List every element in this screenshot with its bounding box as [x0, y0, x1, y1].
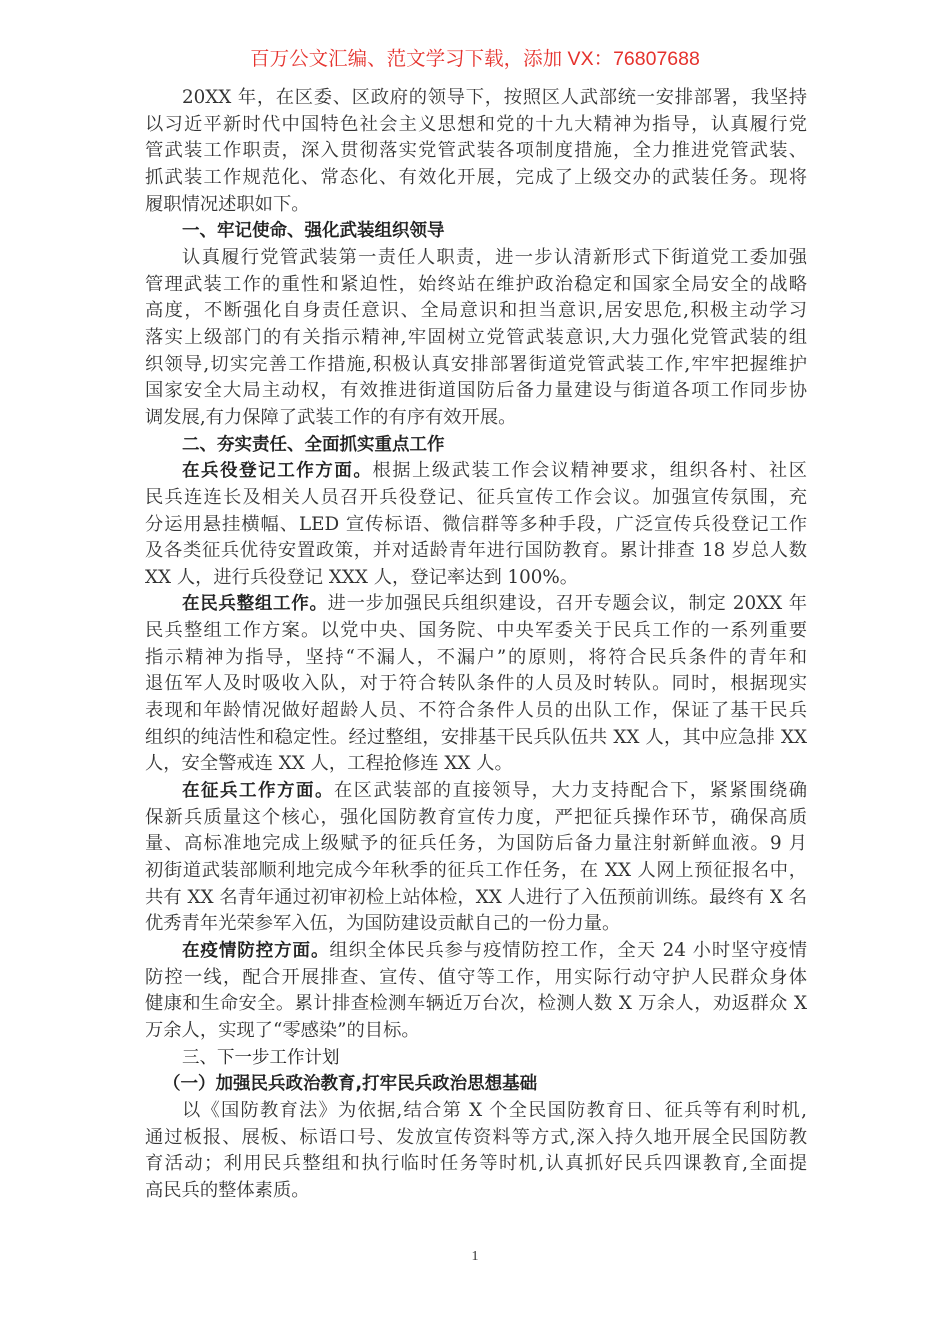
- line-text: 进一步加强民兵组织建设，召开专题会议，制定 20XX 年: [327, 593, 807, 615]
- line-text: 国家安全大局主动权，有效推进街道国防后备力量建设与街道各项工作同步协: [145, 380, 807, 402]
- section-heading: 三、下一步工作计划: [182, 1047, 340, 1068]
- line-text: 认真履行党管武装第一责任人职责，进一步认清新形式下街道党工委加强: [182, 246, 807, 268]
- section-heading: 一、牢记使命、强化武装组织领导: [182, 221, 445, 242]
- line-text: 育活动；利用民兵整组和执行临时任务等时机,认真抓好民兵四课教育,全面提: [145, 1153, 807, 1175]
- paragraph-line: [145, 645, 807, 672]
- paragraph-line: [145, 352, 807, 379]
- paragraph-line: [145, 538, 807, 565]
- paragraph-line: [145, 85, 807, 112]
- line-text: 及各类征兵优待安置政策，并对适龄青年进行国防教育。累计排查 18 岁总人数: [145, 540, 807, 562]
- paragraph-line: [145, 165, 807, 192]
- paragraph-line: [145, 485, 807, 512]
- line-text: 管理武装工作的重性和紧迫性，始终站在维护政治稳定和国家全局安全的战略: [145, 273, 807, 295]
- paragraph-line: [145, 405, 807, 432]
- paragraph-line: [145, 858, 807, 885]
- paragraph-line: [145, 565, 807, 592]
- paragraph-line: [145, 885, 807, 912]
- paragraph: [145, 85, 807, 218]
- paragraph: [145, 245, 807, 432]
- document-body: [145, 85, 807, 1205]
- paragraph-line: [145, 671, 807, 698]
- line-text: 通过板报、展板、标语口号、发放宣传资料等方式,深入持久地开展全民国防教: [145, 1126, 807, 1148]
- paragraph-line: [145, 965, 807, 992]
- line-text: 健康和生命安全。累计排查检测车辆近万台次，检测人数 X 万余人，劝返群众 X: [145, 993, 807, 1015]
- paragraph: [145, 458, 807, 591]
- line-text: 履职情况述职如下。: [145, 193, 310, 215]
- line-text: 根据上级武装工作会议精神要求，组织各村、社区: [372, 460, 808, 482]
- paragraph: [145, 938, 807, 1045]
- paragraph: [145, 591, 807, 778]
- paragraph-line: [145, 272, 807, 299]
- paragraph-line: [145, 698, 807, 725]
- line-text: 高民兵的整体素质。: [145, 1179, 310, 1201]
- line-text: 优秀青年光荣参军入伍，为国防建设贡献自己的一份力量。: [145, 913, 621, 935]
- paragraph-line: [145, 831, 807, 858]
- paragraph-line: [145, 805, 807, 832]
- paragraph-line: [145, 591, 807, 618]
- line-text: 防控一线，配合开展排查、宣传、值守等工作，用实际行动守护人民群众身体: [145, 966, 807, 988]
- line-text: 分运用悬挂横幅、LED 宣传标语、微信群等多种手段，广泛宣传兵役登记工作: [145, 513, 807, 535]
- line-text: 落实上级部门的有关指示精神,牢固树立党管武装意识,大力强化党管武装的组: [145, 326, 807, 348]
- paragraph-line: [145, 192, 807, 219]
- paragraph-lead: 在疫情防控方面。: [182, 941, 330, 961]
- line-text: 人，安全警戒连 XX 人，工程抢修连 XX 人。: [145, 753, 513, 775]
- paragraph-line: [145, 512, 807, 539]
- paragraph-line: [145, 1151, 807, 1178]
- line-text: 在区武装部的直接领导，大力支持配合下，紧紧围绕确: [333, 780, 808, 802]
- paragraph-line: [145, 778, 807, 805]
- line-text: 万余人，实现了“零感染”的目标。: [145, 1019, 420, 1041]
- line-text: 高度，不断强化自身责任意识、全局意识和担当意识,居安思危,积极主动学习: [145, 300, 807, 322]
- paragraph-line: [145, 112, 807, 139]
- section-heading: 二、夯实责任、全面抓实重点工作: [182, 434, 445, 455]
- paragraph-lead: 在兵役登记工作方面。: [182, 461, 373, 482]
- paragraph-line: [145, 751, 807, 778]
- paragraph: [145, 778, 807, 938]
- paragraph-line: [145, 618, 807, 645]
- line-text: 民兵整组工作方案。以党中央、国务院、中央军委关于民兵工作的一系列重要: [145, 620, 807, 642]
- line-text: 保新兵质量这个核心，强化国防教育宣传力度，严把征兵操作环节，确保高质: [145, 806, 807, 828]
- paragraph-line: [145, 725, 807, 752]
- line-text: XX 人，进行兵役登记 XXX 人，登记率达到 100%。: [145, 566, 579, 588]
- paragraph-line: [145, 138, 807, 165]
- paragraph-line: [145, 1125, 807, 1152]
- paragraph-line: [145, 325, 807, 352]
- line-text: 退伍军人及时吸收入队，对于符合转队条件的人员及时转队。同时，根据现实: [145, 673, 807, 695]
- line-text: 调发展,有力保障了武装工作的有序有效开展。: [145, 406, 517, 428]
- paragraph-line: [145, 1178, 807, 1205]
- paragraph-line: [145, 1018, 807, 1045]
- line-text: 组织的纯洁性和稳定性。经过整组，安排基干民兵队伍共 XX 人，其中应急排 XX: [145, 726, 807, 748]
- paragraph-line: [145, 938, 807, 965]
- line-text: 组织全体民兵参与疫情防控工作，全天 24 小时坚守疫情: [329, 940, 808, 961]
- line-text: 织领导,切实完善工作措施,积极认真安排部署街道党管武装工作,牢牢把握维护: [145, 353, 807, 375]
- section-heading: （一）加强民兵政治教育,打牢民兵政治思想基础: [163, 1074, 538, 1095]
- paragraph-line: [145, 1098, 807, 1125]
- line-text: 指示精神为指导，坚持“不漏人，不漏户”的原则，将符合民兵条件的青年和: [145, 646, 807, 668]
- paragraph-line: [145, 991, 807, 1018]
- line-text: 以习近平新时代中国特色社会主义思想和党的十九大精神为指导，认真履行党: [145, 113, 807, 135]
- paragraph-line: [145, 298, 807, 325]
- line-text: 量、高标准地完成上级赋予的征兵任务，为国防后备力量注射新鲜血液。9 月: [145, 833, 807, 855]
- line-text: 共有 XX 名青年通过初审初检上站体检，XX 人进行了入伍预前训练。最终有 X 名: [145, 886, 807, 908]
- line-text: 抓武装工作规范化、常态化、有效化开展，完成了上级交办的武装任务。现将: [145, 166, 807, 188]
- line-text: 以《国防教育法》为依据,结合第 X 个全民国防教育日、征兵等有利时机,: [182, 1099, 807, 1121]
- page-number: 1: [471, 1249, 479, 1264]
- paragraph-line: [145, 245, 807, 272]
- paragraph-line: [145, 911, 807, 938]
- line-text: 20XX 年，在区委、区政府的领导下，按照区人武部统一安排部署，我坚持: [182, 87, 807, 108]
- paragraph: [145, 1098, 807, 1205]
- paragraph-line: [145, 458, 807, 485]
- line-text: 民兵连连长及相关人员召开兵役登记、征兵宣传工作会议。加强宣传氛围，充: [145, 486, 807, 508]
- watermark-header: 百万公文汇编、范文学习下载，添加 VX：76807688: [250, 48, 700, 70]
- line-text: 初街道武装部顺利地完成今年秋季的征兵工作任务，在 XX 人网上预征报名中，: [145, 860, 807, 882]
- line-text: 管武装工作职责，深入贯彻落实党管武装各项制度措施，全力推进党管武装、: [145, 140, 807, 162]
- line-text: 表现和年龄情况做好超龄人员、不符合条件人员的出队工作，保证了基干民兵: [145, 700, 807, 722]
- paragraph-line: [145, 378, 807, 405]
- paragraph-lead: 在民兵整组工作。: [182, 594, 328, 615]
- paragraph-lead: 在征兵工作方面。: [182, 781, 334, 802]
